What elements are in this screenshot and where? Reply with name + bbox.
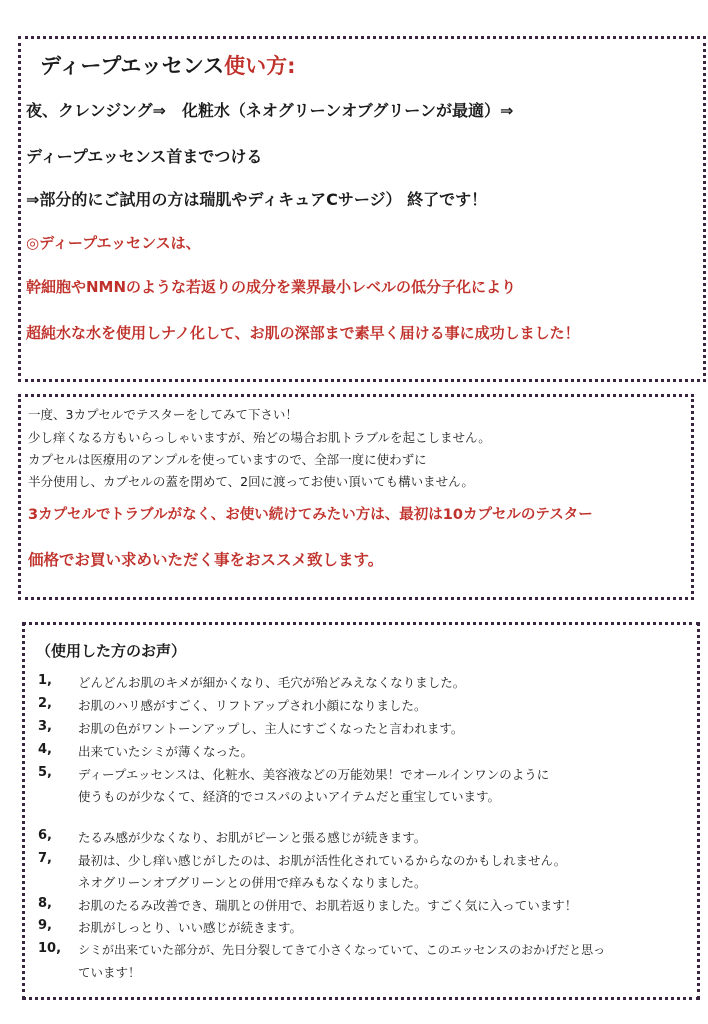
usage-step-1: 夜、クレンジング⇒ 化粧水（ネオグリーンオブグリーンが最適）⇒: [26, 101, 514, 120]
tester-line-3: カプセルは医療用のアンプルを使っていますので、全部一度に使わずに: [28, 452, 427, 467]
tester-highlight-2: 価格でお買い求めいただく事をおススメ致します。: [28, 551, 384, 569]
testimonial-text: 出来ていたシミが薄くなった。: [78, 744, 254, 759]
testimonial-text: お肌がしっとり、いい感じが続きます。: [78, 920, 303, 935]
testimonial-number: 4,: [38, 742, 52, 757]
testimonial-number: 2,: [38, 696, 52, 711]
testimonial-text: お肌のハリ感がすごく、リフトアップされ小顔になりました。: [78, 698, 427, 713]
testimonial-number: 9,: [38, 918, 52, 933]
testimonial-text: たるみ感が少なくなり、お肌がピーンと張る感じが続きます。: [78, 830, 427, 845]
testimonial-text: ディープエッセンスは、化粧水、美容液などの万能効果！でオールインワンのように: [78, 767, 550, 782]
testimonial-number: 8,: [38, 896, 52, 911]
testimonial-number: 3,: [38, 719, 52, 734]
testimonial-text: お肌の色がワントーンアップし、主人にすごくなったと言われます。: [78, 721, 464, 736]
usage-step-3: ⇒部分的にご試用の方は瑞肌やディキュアCサージ） 終了です！: [26, 190, 488, 209]
testimonials-title: （使用した方のお声）: [36, 642, 187, 660]
testimonial-text: 最初は、少し痒い感じがしたのは、お肌が活性化されているからなのかもしれません。: [78, 853, 567, 868]
testimonial-number: 1,: [38, 673, 52, 688]
usage-step-2: ディープエッセンス首までつける: [26, 147, 263, 166]
testimonial-text: ています！: [78, 965, 141, 980]
tester-line-4: 半分使用し、カプセルの蓋を閉めて、2回に渡ってお使い頂いても構いません。: [28, 474, 474, 489]
tester-line-2: 少し痒くなる方もいらっしゃいますが、殆どの場合お肌トラブルを起こしません。: [28, 430, 491, 445]
usage-title-product: ディープエッセンス: [40, 54, 225, 78]
usage-note-2: 幹細胞やNMNのような若返りの成分を業界最小レベルの低分子化により: [26, 278, 517, 296]
testimonial-number: 7,: [38, 851, 52, 866]
testimonial-number: 5,: [38, 765, 52, 780]
testimonial-number: 6,: [38, 828, 52, 843]
tester-line-1: 一度、3カプセルでテスターをしてみて下さい！: [28, 407, 298, 422]
usage-note-3: 超純水な水を使用しナノ化して、お肌の深部まで素早く届ける事に成功しました！: [26, 324, 580, 342]
usage-title-label: 使い方:: [224, 54, 296, 78]
testimonial-text: 使うものが少なくて、経済的でコスパのよいアイテムだと重宝しています。: [78, 789, 501, 804]
testimonial-number: 10,: [38, 941, 62, 956]
testimonial-text: ネオグリーンオブグリーンとの併用で痒みもなくなりました。: [78, 875, 427, 890]
testimonial-text: シミが出来ていた部分が、先日分裂してきて小さくなっていて、このエッセンスのおかげだと思っ: [78, 943, 606, 957]
testimonial-text: お肌のたるみ改善でき、瑞肌との併用で、お肌若返りました。すごく気に入っています！: [78, 898, 578, 913]
usage-note-1: ◎ディープエッセンスは、: [26, 234, 201, 252]
tester-highlight-1: 3カプセルでトラブルがなく、お使い続けてみたい方は、最初は10カプセルのテスター: [28, 507, 593, 523]
testimonial-text: どんどんお肌のキメが細かくなり、毛穴が殆どみえなくなりました。: [78, 675, 466, 690]
usage-title: [40, 50, 296, 80]
